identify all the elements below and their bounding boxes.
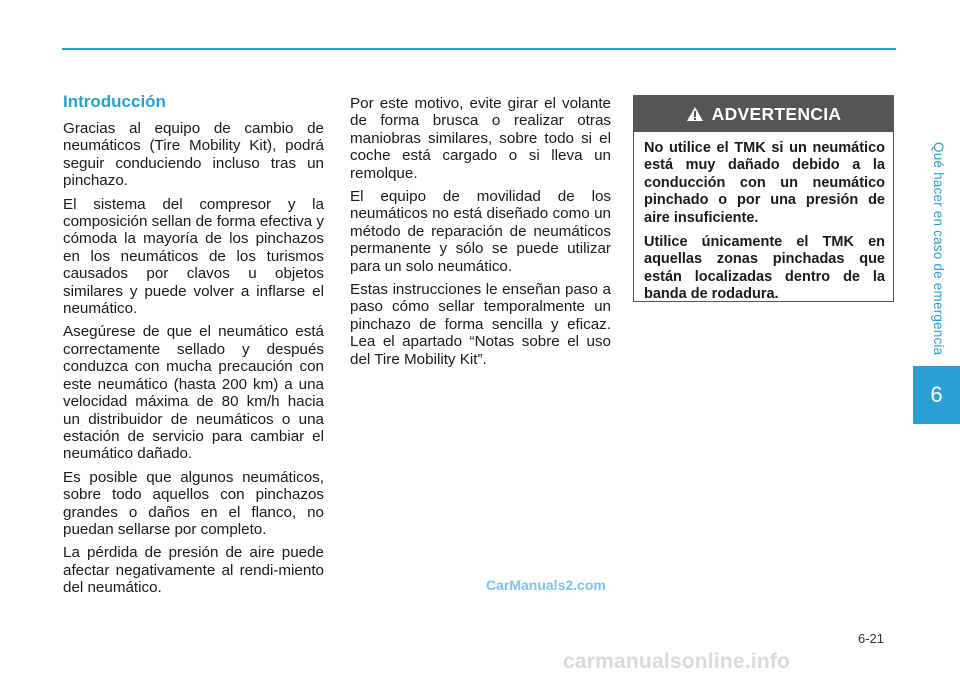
paragraph: El sistema del compresor y la composición sellan de forma efectiva y cómoda la mayoría de los pinchazos en los neumáticos de los turismos causados por clavos u objetos similares y puede volver a inflarse el neumático. — [63, 195, 324, 318]
section-side-title: Qué hacer en caso de emergencia — [931, 142, 946, 356]
section-heading: Introducción — [63, 92, 166, 111]
warning-paragraph: No utilice el TMK si un neumático está muy dañado debido a la conducción con un neumático pinchado o por una presión de aire insuficiente. — [644, 140, 885, 226]
footer-watermark: carmanualsonline.info — [563, 650, 791, 673]
paragraph: Gracias al equipo de cambio de neumáticos (Tire Mobility Kit), podrá seguir conduciendo incluso tras un pinchazo. — [63, 120, 324, 190]
paragraph: Asegúrese de que el neumático está correctamente sellado y después conduzca con mucha precaución con este neumático (hasta 200 km) a una velocidad máxima de 80 km/h hacia un distribuidor de neumáticos o una estación de servicio para cambiar el neumático dañado. — [63, 323, 324, 463]
paragraph: El equipo de movilidad de los neumáticos no está diseñado como un método de reparación de neumáticos permanente y sólo se puede utilizar para un solo neumático. — [350, 188, 611, 275]
warning-body — [634, 132, 893, 304]
warning-title: ADVERTENCIA — [711, 103, 842, 124]
paragraph: La pérdida de presión de aire puede afectar negativamente al rendi-miento del neumático. — [63, 544, 324, 597]
column-left — [63, 120, 324, 603]
warning-paragraph: Utilice únicamente el TMK en aquellas zonas pinchadas que están localizadas dentro de la banda de rodadura. — [644, 234, 885, 303]
watermark-link[interactable]: CarManuals2.com — [486, 577, 606, 593]
warning-box — [633, 95, 894, 302]
warning-triangle-icon — [686, 106, 704, 122]
page-number: 6-21 — [858, 631, 885, 646]
column-middle — [350, 95, 611, 374]
paragraph: Es posible que algunos neumáticos, sobre todo aquellos con pinchazos grandes o daños en el flanco, no puedan sellarse por completo. — [63, 468, 324, 538]
chapter-tab[interactable]: 6 — [913, 366, 960, 424]
warning-header — [634, 96, 893, 132]
paragraph: Estas instrucciones le enseñan paso a paso cómo sellar temporalmente un pinchazo de forma sencilla y eficaz. Lea el apartado “Notas sobre el uso del Tire Mobility Kit”. — [350, 281, 611, 368]
paragraph: Por este motivo, evite girar el volante de forma brusca o realizar otras maniobras similares, sobre todo si el coche está cargado o si lleva un remolque. — [350, 95, 611, 182]
header-rule — [62, 48, 896, 50]
